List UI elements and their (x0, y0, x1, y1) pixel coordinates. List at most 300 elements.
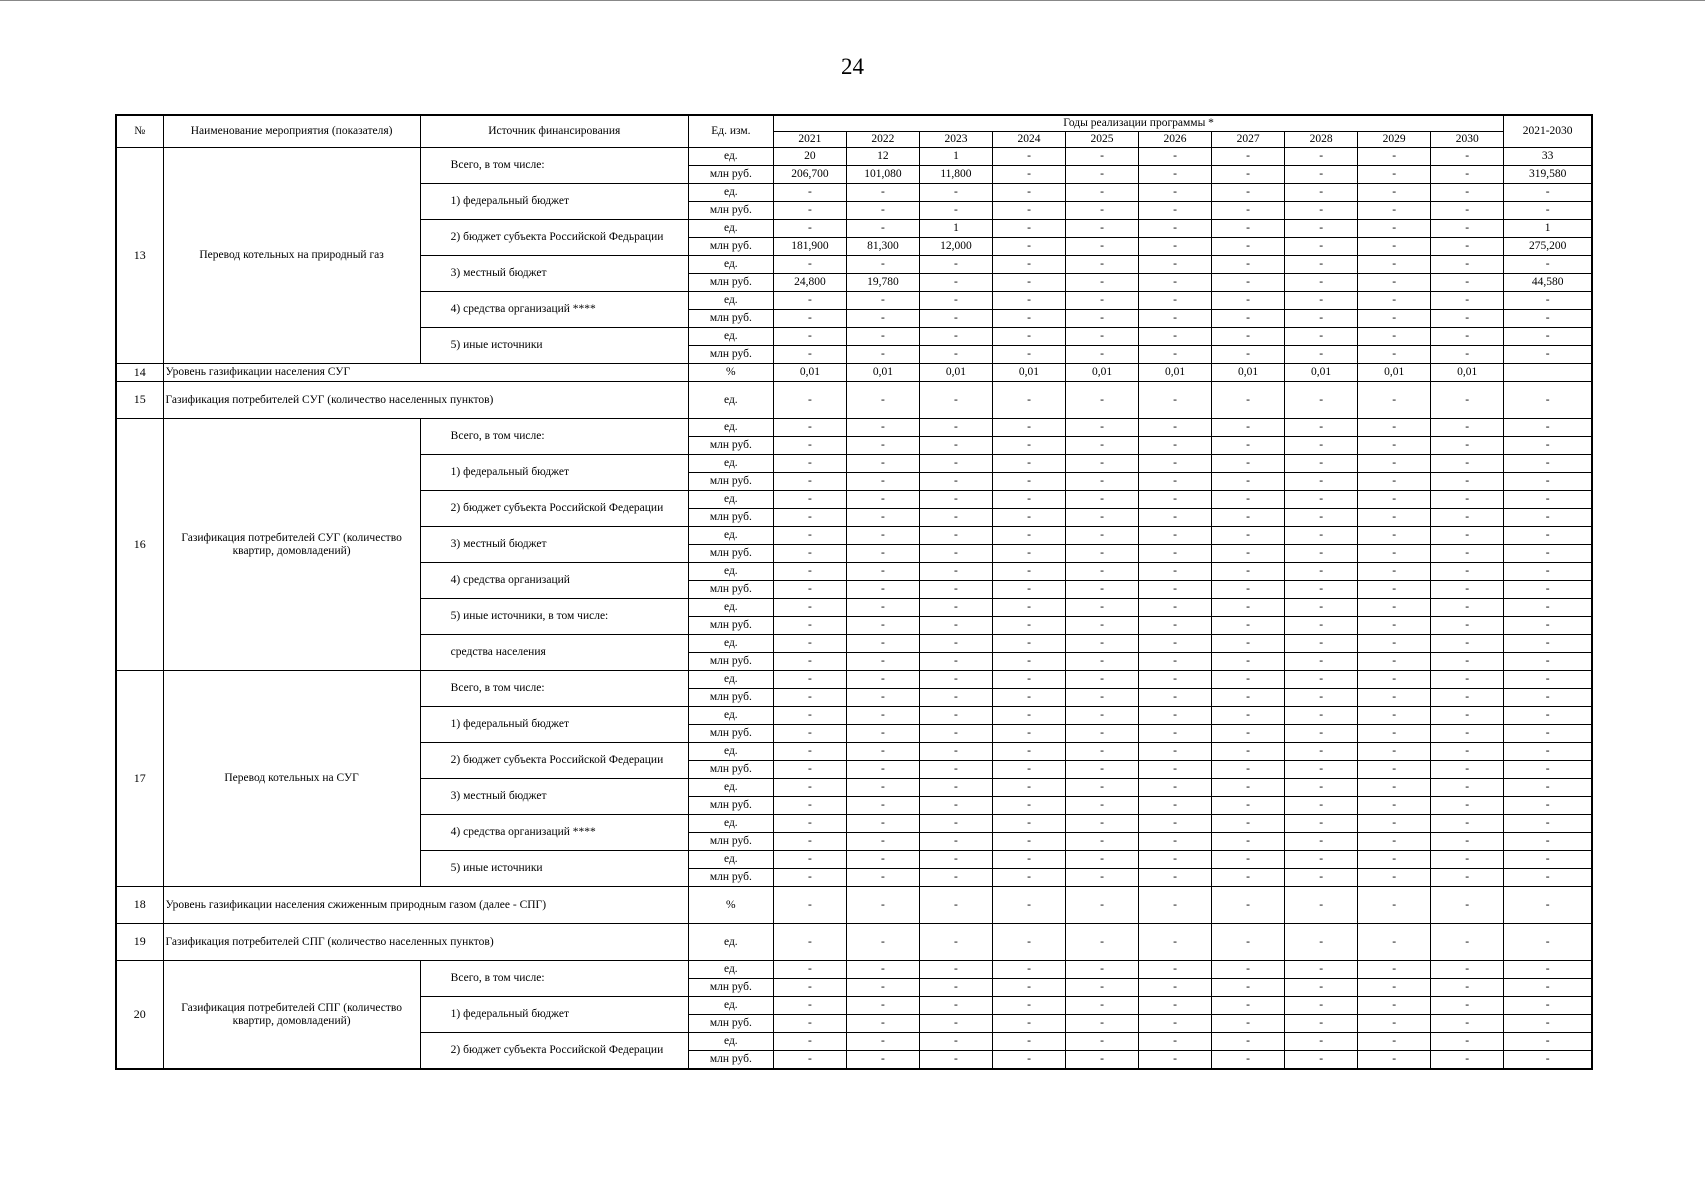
value-cell: 206,700 (773, 166, 846, 184)
value-cell: - (1212, 1051, 1285, 1070)
value-cell: - (1431, 455, 1504, 473)
value-cell: - (1431, 509, 1504, 527)
value-cell: - (1285, 635, 1358, 653)
value-cell: - (773, 1033, 846, 1051)
value-cell: - (1212, 689, 1285, 707)
value-cell: - (773, 491, 846, 509)
value-cell: - (846, 581, 919, 599)
value-cell: - (1285, 473, 1358, 491)
value-cell: - (1212, 635, 1285, 653)
value-cell: - (1431, 725, 1504, 743)
unit-cell: млн руб. (688, 346, 773, 364)
value-cell: - (1431, 979, 1504, 997)
measure-name: Газификация потребителей СУГ (количество квартир, домовладений) (163, 419, 420, 671)
total-cell: - (1504, 725, 1592, 743)
unit-cell: ед. (688, 924, 773, 961)
value-cell: - (846, 328, 919, 346)
total-cell: - (1504, 997, 1592, 1015)
value-cell: - (773, 979, 846, 997)
value-cell: - (1212, 346, 1285, 364)
value-cell: - (1066, 238, 1139, 256)
value-cell: - (1285, 779, 1358, 797)
value-cell: - (1358, 527, 1431, 545)
value-cell: - (846, 815, 919, 833)
value-cell: - (1358, 851, 1431, 869)
value-cell: - (992, 743, 1065, 761)
financing-row (116, 419, 1592, 437)
value-cell: - (1066, 509, 1139, 527)
value-cell: - (1212, 761, 1285, 779)
value-cell: - (919, 1015, 992, 1033)
value-cell: - (846, 617, 919, 635)
value-cell: - (1139, 437, 1212, 455)
value-cell: - (1285, 671, 1358, 689)
value-cell: - (846, 689, 919, 707)
value-cell: - (1285, 382, 1358, 419)
value-cell: - (1285, 743, 1358, 761)
value-cell: - (1358, 184, 1431, 202)
total-cell: - (1504, 437, 1592, 455)
value-cell: 0,01 (846, 364, 919, 382)
total-cell: - (1504, 184, 1592, 202)
value-cell: - (1285, 599, 1358, 617)
value-cell: - (992, 961, 1065, 979)
value-cell: - (1066, 527, 1139, 545)
row-number: 14 (116, 364, 163, 382)
value-cell: - (846, 869, 919, 887)
value-cell: - (1431, 599, 1504, 617)
unit-cell: млн руб. (688, 274, 773, 292)
value-cell: - (1358, 455, 1431, 473)
value-cell: - (1139, 1033, 1212, 1051)
value-cell: - (773, 725, 846, 743)
unit-cell: ед. (688, 256, 773, 274)
value-cell: - (919, 473, 992, 491)
value-cell: - (1285, 961, 1358, 979)
value-cell: - (1212, 671, 1285, 689)
value-cell: - (773, 671, 846, 689)
value-cell: - (919, 961, 992, 979)
value-cell: - (1066, 491, 1139, 509)
total-cell: - (1504, 382, 1592, 419)
value-cell: - (919, 833, 992, 851)
indicator-row (116, 382, 1592, 419)
value-cell: - (1431, 924, 1504, 961)
value-cell: - (992, 437, 1065, 455)
value-cell: - (1285, 851, 1358, 869)
financing-source: 1) федеральный бюджет (420, 707, 688, 743)
value-cell: - (1285, 455, 1358, 473)
financing-source: 3) местный бюджет (420, 779, 688, 815)
value-cell: - (919, 599, 992, 617)
value-cell: - (1285, 563, 1358, 581)
value-cell: - (992, 256, 1065, 274)
value-cell: - (773, 509, 846, 527)
value-cell: - (1431, 707, 1504, 725)
indicator-name: Уровень газификации населения СУГ (163, 364, 688, 382)
value-cell: - (1431, 671, 1504, 689)
value-cell: - (992, 310, 1065, 328)
value-cell: - (1066, 473, 1139, 491)
value-cell: - (1212, 545, 1285, 563)
value-cell: - (1358, 545, 1431, 563)
value-cell: - (1066, 455, 1139, 473)
financing-source: 3) местный бюджет (420, 527, 688, 563)
value-cell: - (992, 1051, 1065, 1070)
total-cell: - (1504, 833, 1592, 851)
value-cell: - (773, 202, 846, 220)
value-cell: - (1431, 310, 1504, 328)
value-cell: - (773, 455, 846, 473)
value-cell: - (846, 997, 919, 1015)
value-cell: - (1139, 238, 1212, 256)
value-cell: - (1139, 599, 1212, 617)
value-cell: - (1139, 833, 1212, 851)
unit-cell: ед. (688, 382, 773, 419)
value-cell: 12 (846, 148, 919, 166)
total-cell: - (1504, 851, 1592, 869)
value-cell: - (919, 797, 992, 815)
value-cell: - (1212, 617, 1285, 635)
value-cell: - (1139, 581, 1212, 599)
value-cell: - (773, 869, 846, 887)
value-cell: - (1431, 473, 1504, 491)
unit-cell: ед. (688, 1033, 773, 1051)
value-cell: - (1212, 779, 1285, 797)
value-cell: - (1212, 148, 1285, 166)
unit-cell: млн руб. (688, 833, 773, 851)
value-cell: - (1139, 202, 1212, 220)
value-cell: - (1431, 527, 1504, 545)
value-cell: - (1212, 1033, 1285, 1051)
financing-source: 2) бюджет субъекта Российской Федерации (420, 743, 688, 779)
value-cell: - (1358, 924, 1431, 961)
value-cell: - (1358, 671, 1431, 689)
value-cell: - (919, 815, 992, 833)
value-cell: - (773, 924, 846, 961)
unit-cell: ед. (688, 997, 773, 1015)
value-cell: - (1066, 256, 1139, 274)
financing-source: Всего, в том числе: (420, 671, 688, 707)
value-cell: - (773, 689, 846, 707)
value-cell: - (1431, 148, 1504, 166)
value-cell: - (846, 599, 919, 617)
value-cell: - (773, 887, 846, 924)
value-cell: - (846, 707, 919, 725)
value-cell: - (919, 527, 992, 545)
header-name: Наименование мероприятия (показателя) (163, 115, 420, 148)
value-cell: - (1358, 202, 1431, 220)
value-cell: - (1066, 997, 1139, 1015)
total-cell: - (1504, 653, 1592, 671)
header-year: 2021 (773, 132, 846, 148)
total-cell: - (1504, 707, 1592, 725)
value-cell: - (1066, 382, 1139, 419)
value-cell: - (992, 563, 1065, 581)
value-cell: - (773, 184, 846, 202)
header-year: 2026 (1139, 132, 1212, 148)
value-cell: - (1285, 166, 1358, 184)
header-year: 2025 (1066, 132, 1139, 148)
value-cell: - (919, 924, 992, 961)
value-cell: - (1358, 274, 1431, 292)
value-cell: - (1431, 238, 1504, 256)
unit-cell: ед. (688, 491, 773, 509)
unit-cell: млн руб. (688, 473, 773, 491)
value-cell: - (1431, 617, 1504, 635)
value-cell: - (1431, 689, 1504, 707)
value-cell: - (1139, 797, 1212, 815)
value-cell: - (846, 455, 919, 473)
value-cell: - (992, 545, 1065, 563)
unit-cell: млн руб. (688, 797, 773, 815)
value-cell: - (1139, 851, 1212, 869)
value-cell: - (1431, 1051, 1504, 1070)
value-cell: - (1285, 979, 1358, 997)
value-cell: - (1066, 1051, 1139, 1070)
value-cell: 24,800 (773, 274, 846, 292)
value-cell: - (1066, 563, 1139, 581)
value-cell: - (992, 725, 1065, 743)
unit-cell: млн руб. (688, 653, 773, 671)
value-cell: - (1066, 310, 1139, 328)
value-cell: - (1285, 707, 1358, 725)
value-cell: - (1066, 689, 1139, 707)
value-cell: - (1285, 509, 1358, 527)
value-cell: - (992, 851, 1065, 869)
value-cell: - (846, 346, 919, 364)
unit-cell: ед. (688, 815, 773, 833)
total-cell: - (1504, 545, 1592, 563)
value-cell: - (1285, 220, 1358, 238)
total-cell: - (1504, 256, 1592, 274)
unit-cell: млн руб. (688, 1015, 773, 1033)
value-cell: - (1358, 419, 1431, 437)
value-cell: - (1285, 1051, 1358, 1070)
value-cell: - (1285, 617, 1358, 635)
value-cell: - (1285, 310, 1358, 328)
value-cell: - (773, 328, 846, 346)
value-cell: - (1066, 346, 1139, 364)
value-cell: - (992, 707, 1065, 725)
value-cell: 181,900 (773, 238, 846, 256)
value-cell: 101,080 (846, 166, 919, 184)
value-cell: - (1285, 184, 1358, 202)
total-cell: - (1504, 419, 1592, 437)
value-cell: - (1066, 779, 1139, 797)
value-cell: - (1139, 184, 1212, 202)
program-table (115, 114, 1593, 1070)
value-cell: - (1066, 797, 1139, 815)
value-cell: - (992, 671, 1065, 689)
value-cell: - (846, 635, 919, 653)
total-cell (1504, 364, 1592, 382)
value-cell: - (773, 220, 846, 238)
total-cell: - (1504, 581, 1592, 599)
value-cell: - (1212, 382, 1285, 419)
header-year: 2027 (1212, 132, 1285, 148)
value-cell: 12,000 (919, 238, 992, 256)
financing-source: 4) средства организаций **** (420, 815, 688, 851)
value-cell: - (1358, 689, 1431, 707)
unit-cell: % (688, 887, 773, 924)
value-cell: - (1358, 635, 1431, 653)
value-cell: - (992, 581, 1065, 599)
value-cell: - (773, 545, 846, 563)
value-cell: - (1066, 545, 1139, 563)
header-num: № (116, 115, 163, 148)
value-cell: - (919, 743, 992, 761)
value-cell: - (919, 346, 992, 364)
value-cell: - (1066, 815, 1139, 833)
value-cell: - (846, 1051, 919, 1070)
total-cell: - (1504, 346, 1592, 364)
value-cell: - (1212, 509, 1285, 527)
value-cell: - (773, 346, 846, 364)
value-cell: - (1358, 599, 1431, 617)
value-cell: - (992, 202, 1065, 220)
value-cell: - (1139, 671, 1212, 689)
value-cell: - (992, 382, 1065, 419)
value-cell: - (846, 833, 919, 851)
table-header-row-1 (116, 115, 1592, 132)
value-cell: - (919, 581, 992, 599)
value-cell: - (992, 617, 1065, 635)
value-cell: - (1212, 419, 1285, 437)
value-cell: - (1358, 256, 1431, 274)
measure-name: Перевод котельных на природный газ (163, 148, 420, 364)
financing-source: 1) федеральный бюджет (420, 455, 688, 491)
value-cell: - (1358, 292, 1431, 310)
value-cell: - (919, 761, 992, 779)
value-cell: - (1066, 707, 1139, 725)
value-cell: - (1139, 869, 1212, 887)
value-cell: - (1212, 869, 1285, 887)
value-cell: - (1212, 256, 1285, 274)
total-cell: - (1504, 473, 1592, 491)
value-cell: - (1212, 527, 1285, 545)
total-cell: - (1504, 563, 1592, 581)
value-cell: - (1285, 148, 1358, 166)
value-cell: - (1212, 851, 1285, 869)
value-cell: - (1358, 761, 1431, 779)
value-cell: - (1212, 274, 1285, 292)
value-cell: - (846, 887, 919, 924)
value-cell: - (1285, 924, 1358, 961)
value-cell: - (992, 815, 1065, 833)
row-number: 16 (116, 419, 163, 671)
value-cell: - (1139, 761, 1212, 779)
value-cell: - (1285, 346, 1358, 364)
value-cell: - (773, 310, 846, 328)
value-cell: - (1358, 563, 1431, 581)
financing-source: 4) средства организаций **** (420, 292, 688, 328)
value-cell: - (1285, 815, 1358, 833)
total-cell: 319,580 (1504, 166, 1592, 184)
value-cell: - (773, 833, 846, 851)
value-cell: - (846, 851, 919, 869)
value-cell: - (1139, 491, 1212, 509)
value-cell: 0,01 (1212, 364, 1285, 382)
value-cell: - (1285, 1015, 1358, 1033)
unit-cell: ед. (688, 419, 773, 437)
value-cell: - (992, 166, 1065, 184)
value-cell: - (773, 743, 846, 761)
value-cell: - (1212, 491, 1285, 509)
value-cell: - (919, 689, 992, 707)
unit-cell: млн руб. (688, 545, 773, 563)
value-cell: - (1139, 979, 1212, 997)
value-cell: - (919, 328, 992, 346)
value-cell: - (1066, 869, 1139, 887)
value-cell: 19,780 (846, 274, 919, 292)
value-cell: - (846, 743, 919, 761)
value-cell: - (1139, 653, 1212, 671)
value-cell: - (846, 1015, 919, 1033)
value-cell: - (919, 779, 992, 797)
value-cell: - (1358, 346, 1431, 364)
header-year: 2023 (919, 132, 992, 148)
value-cell: - (1358, 707, 1431, 725)
value-cell: - (1358, 617, 1431, 635)
value-cell: - (1431, 833, 1504, 851)
value-cell: - (1066, 437, 1139, 455)
total-cell: - (1504, 491, 1592, 509)
value-cell: - (1285, 292, 1358, 310)
total-cell: - (1504, 979, 1592, 997)
value-cell: - (1066, 887, 1139, 924)
value-cell: - (1358, 961, 1431, 979)
value-cell: - (1431, 491, 1504, 509)
row-number: 15 (116, 382, 163, 419)
value-cell: - (1431, 202, 1504, 220)
value-cell: - (1139, 148, 1212, 166)
value-cell: - (919, 707, 992, 725)
value-cell: - (1358, 779, 1431, 797)
value-cell: - (1139, 545, 1212, 563)
value-cell: - (773, 1051, 846, 1070)
value-cell: - (846, 473, 919, 491)
value-cell: - (1139, 310, 1212, 328)
value-cell: - (1139, 779, 1212, 797)
value-cell: - (1212, 997, 1285, 1015)
value-cell: - (992, 274, 1065, 292)
value-cell: - (919, 869, 992, 887)
value-cell: - (919, 419, 992, 437)
value-cell: - (1212, 455, 1285, 473)
value-cell: - (1431, 346, 1504, 364)
value-cell: 0,01 (919, 364, 992, 382)
value-cell: - (773, 527, 846, 545)
value-cell: - (1139, 635, 1212, 653)
value-cell: - (1212, 961, 1285, 979)
value-cell: - (919, 563, 992, 581)
value-cell: - (1066, 184, 1139, 202)
value-cell: - (1358, 815, 1431, 833)
value-cell: - (773, 1015, 846, 1033)
value-cell: - (1139, 887, 1212, 924)
unit-cell: млн руб. (688, 238, 773, 256)
value-cell: - (1212, 292, 1285, 310)
total-cell: - (1504, 887, 1592, 924)
measure-name: Перевод котельных на СУГ (163, 671, 420, 887)
financing-row (116, 961, 1592, 979)
value-cell: - (1139, 1015, 1212, 1033)
value-cell: - (773, 599, 846, 617)
value-cell: - (1431, 653, 1504, 671)
value-cell: - (992, 238, 1065, 256)
total-cell: - (1504, 328, 1592, 346)
